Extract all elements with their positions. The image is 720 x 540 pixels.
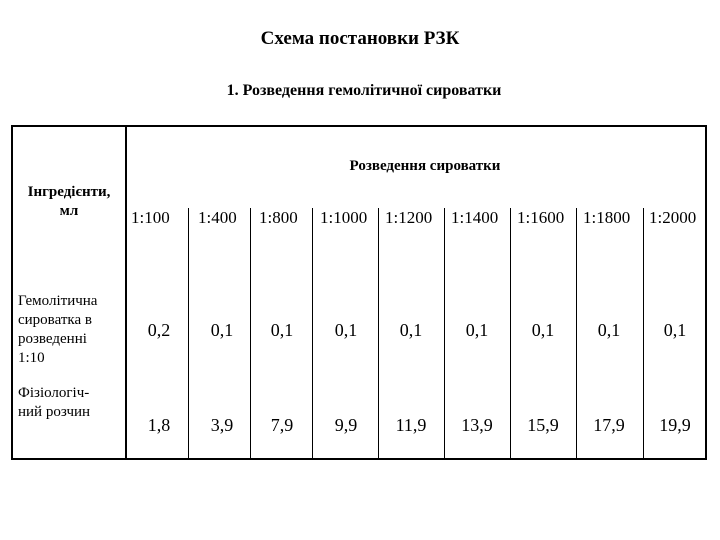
- table-divider-4: [378, 208, 379, 460]
- dilution-header: 1:1800: [583, 208, 631, 227]
- table-cell: 13,9: [461, 415, 493, 435]
- table-cell: 3,9: [210, 415, 234, 435]
- table-divider-6: [510, 208, 511, 460]
- row-label-line: розведенні: [18, 331, 87, 347]
- table-divider-5: [444, 208, 445, 460]
- table-cell: 0,1: [210, 320, 234, 340]
- table-cell: 0,1: [334, 320, 358, 340]
- row-label-line: ний розчин: [18, 404, 91, 420]
- table-cell: 15,9: [527, 415, 559, 435]
- table-cell: 19,9: [659, 415, 691, 435]
- row-label-line: сироватка в: [18, 312, 92, 328]
- dilution-header: 1:2000: [649, 208, 697, 227]
- table-cell: 17,9: [593, 415, 625, 435]
- table-cell: 0,1: [597, 320, 621, 340]
- section-subtitle: 1. Розведення гемолітичної сироватки: [226, 82, 502, 99]
- table-cell: 11,9: [395, 415, 427, 435]
- dilution-group-header: Розведення сироватки: [349, 158, 501, 174]
- ingredients-header-line2: мл: [59, 203, 79, 219]
- dilution-header: 1:1400: [451, 208, 499, 227]
- page-title: Схема постановки РЗК: [260, 28, 460, 49]
- dilution-header: 1:1600: [517, 208, 565, 227]
- dilution-header: 1:1200: [385, 208, 433, 227]
- table-cell: 7,9: [270, 415, 294, 435]
- dilution-header: 1:100: [131, 208, 170, 227]
- dilution-header: 1:800: [259, 208, 298, 227]
- ingredients-header-line1: Інгредієнти,: [27, 184, 111, 200]
- table-cell: 0,1: [465, 320, 489, 340]
- table-divider-8: [643, 208, 644, 460]
- dilution-header: 1:400: [198, 208, 237, 227]
- dilution-header: 1:1000: [320, 208, 368, 227]
- row-label-line: Фізіологіч-: [18, 385, 90, 401]
- table-cell: 1,8: [147, 415, 171, 435]
- row-label-serum: [18, 292, 126, 368]
- table-cell: 9,9: [334, 415, 358, 435]
- table-cell: 0,1: [663, 320, 687, 340]
- table-divider-3: [312, 208, 313, 460]
- table-cell: 0,1: [531, 320, 555, 340]
- row-label-line: Гемолітична: [18, 293, 98, 309]
- row-label-line: 1:10: [18, 350, 45, 366]
- table-cell: 0,2: [147, 320, 171, 340]
- ingredients-header: [13, 183, 125, 221]
- table-cell: 0,1: [399, 320, 423, 340]
- table-divider-7: [576, 208, 577, 460]
- table-cell: 0,1: [270, 320, 294, 340]
- row-label-saline: [18, 384, 126, 422]
